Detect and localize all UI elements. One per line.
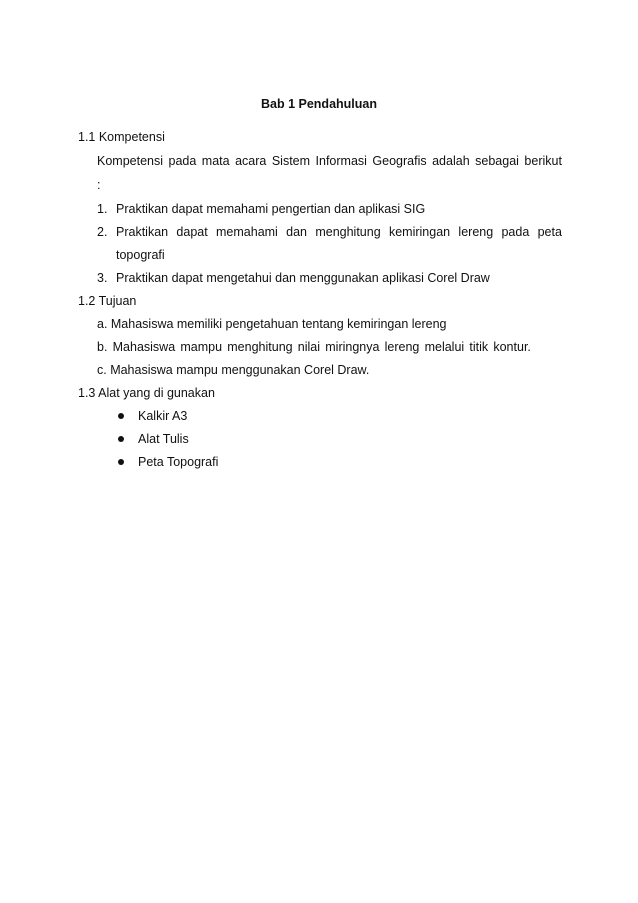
intro-word: pada xyxy=(168,154,197,168)
intro-word: berikut xyxy=(524,154,562,168)
intro-word: Sistem xyxy=(271,154,311,168)
item-word: lereng xyxy=(384,340,420,354)
bullet-icon xyxy=(118,436,124,442)
item-word: mampu xyxy=(180,340,223,354)
item-word: menghitung xyxy=(315,225,381,239)
item-word: pada xyxy=(501,225,530,239)
list-number: 1. xyxy=(97,202,108,216)
item-word: dan xyxy=(286,225,308,239)
item-word: Mahasiswa xyxy=(112,340,176,354)
list-number: 3. xyxy=(97,271,108,285)
kompetensi-item xyxy=(97,226,562,239)
list-item-continuation: topografi xyxy=(116,248,165,262)
item-word: titik xyxy=(469,340,489,354)
item-word: dapat xyxy=(176,225,208,239)
intro-word: Geografis xyxy=(372,154,427,168)
bullet-text: Kalkir A3 xyxy=(138,409,188,423)
item-word: peta xyxy=(537,225,562,239)
item-word: b. xyxy=(97,340,108,354)
bullet-icon xyxy=(118,413,124,419)
item-word: kontur. xyxy=(493,340,531,354)
item-word: melalui xyxy=(424,340,465,354)
item-word: menghitung xyxy=(227,340,293,354)
page-title: Bab 1 Pendahuluan xyxy=(261,97,377,111)
intro-word: Kompetensi xyxy=(97,154,164,168)
item-word: miringnya xyxy=(325,340,380,354)
list-item-text: Praktikan dapat mengetahui dan menggunakan aplikasi Corel Draw xyxy=(116,271,490,285)
kompetensi-intro xyxy=(97,155,562,168)
item-word: nilai xyxy=(297,340,321,354)
bullet-icon xyxy=(118,459,124,465)
intro-word: Informasi xyxy=(315,154,367,168)
bullet-item xyxy=(118,433,189,446)
section-heading-tujuan: 1.2 Tujuan xyxy=(78,294,137,308)
section-heading-alat: 1.3 Alat yang di gunakan xyxy=(78,386,215,400)
bullet-text: Alat Tulis xyxy=(138,432,189,446)
list-item-text xyxy=(116,226,562,239)
intro-word: sebagai xyxy=(475,154,519,168)
kompetensi-item xyxy=(97,203,425,216)
item-word: memahami xyxy=(216,225,278,239)
intro-word: adalah xyxy=(432,154,470,168)
item-word: Praktikan xyxy=(116,225,169,239)
tujuan-item xyxy=(97,341,531,354)
section-heading-kompetensi: 1.1 Kompetensi xyxy=(78,130,165,144)
kompetensi-intro-colon: : xyxy=(97,178,101,192)
tujuan-item: a. Mahasiswa memiliki pengetahuan tentang kemiringan lereng xyxy=(97,317,447,331)
tujuan-item: c. Mahasiswa mampu menggunakan Corel Draw. xyxy=(97,363,370,377)
bullet-item xyxy=(118,410,187,423)
bullet-text: Peta Topografi xyxy=(138,455,219,469)
kompetensi-item xyxy=(97,272,490,285)
intro-word: acara xyxy=(235,154,267,168)
list-item-text: Praktikan dapat memahami pengertian dan aplikasi SIG xyxy=(116,202,426,216)
intro-word: mata xyxy=(201,154,230,168)
bullet-item xyxy=(118,456,218,469)
item-word: kemiringan xyxy=(388,225,451,239)
list-number: 2. xyxy=(97,225,108,239)
item-word: lereng xyxy=(458,225,494,239)
